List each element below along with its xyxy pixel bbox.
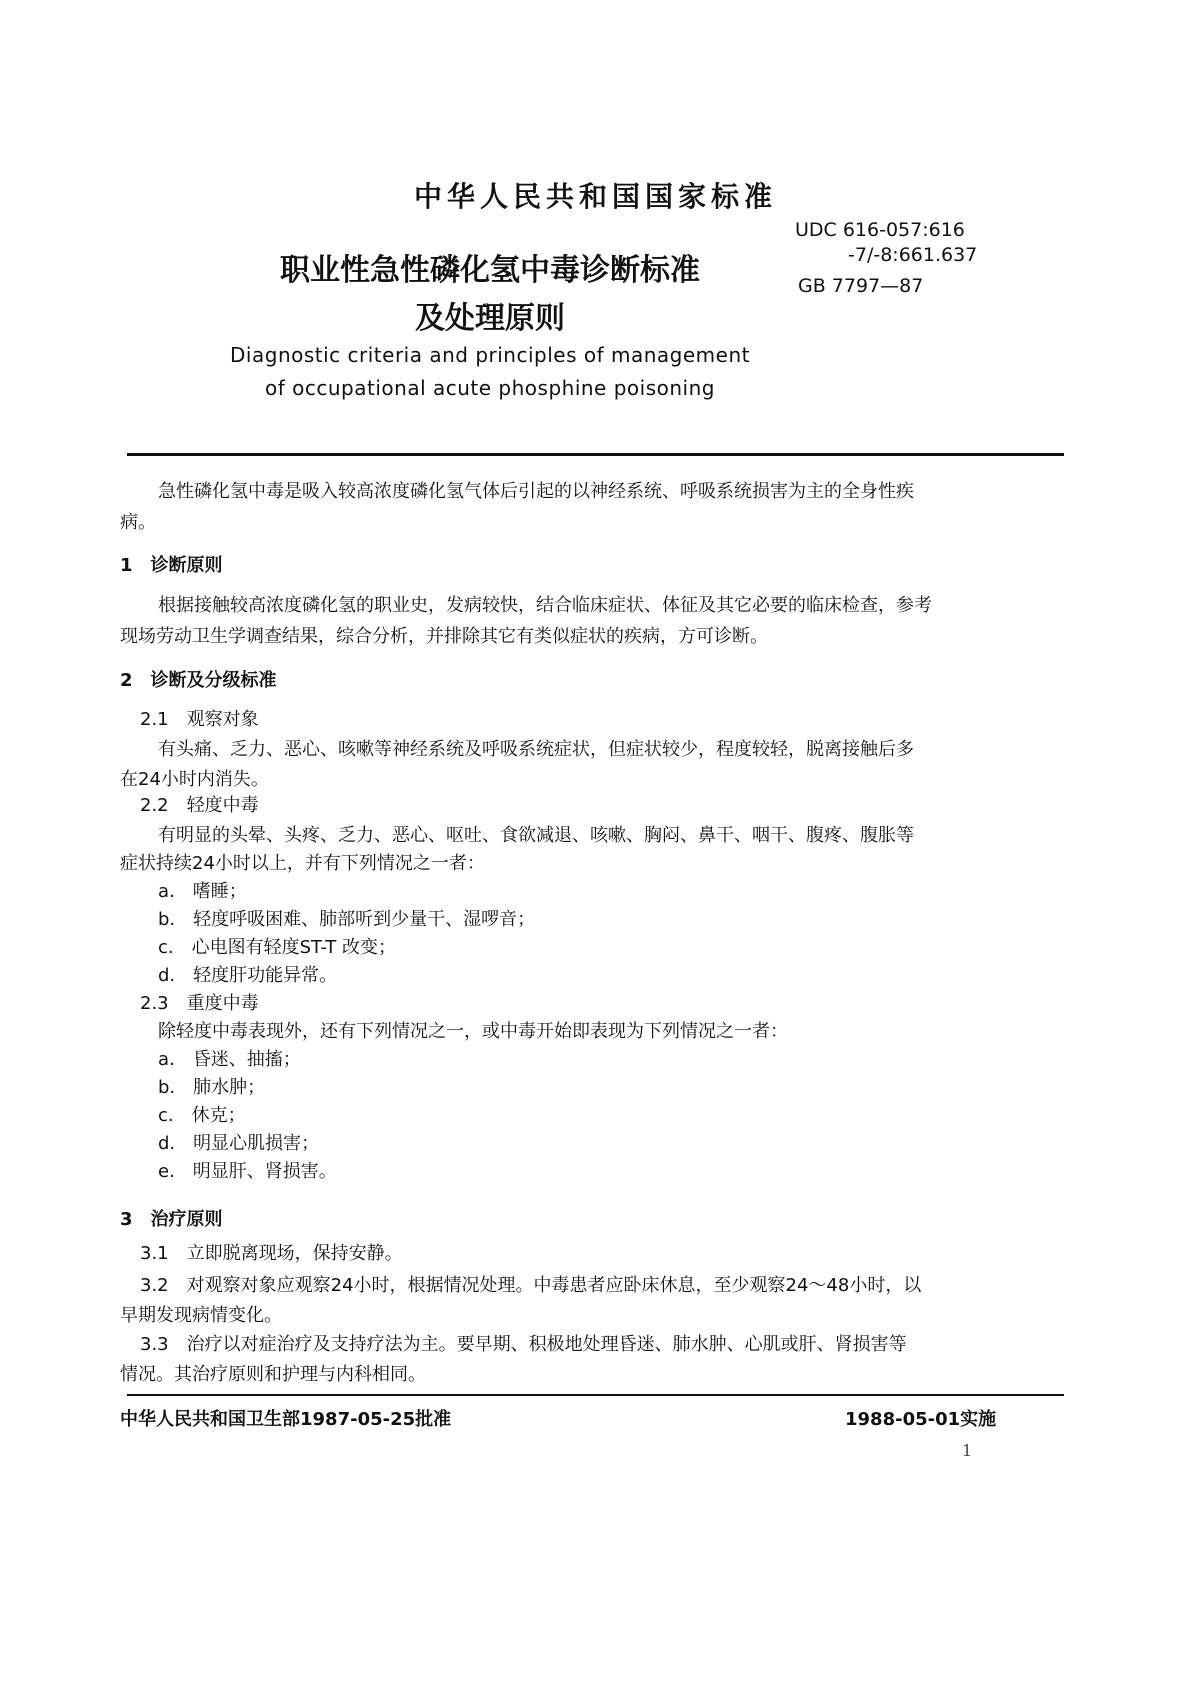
- english-title-line1: Diagnostic criteria and principles of management: [230, 343, 750, 367]
- list-item: e. 明显肝、肾损害。: [158, 1161, 337, 1182]
- list-item: d. 明显心肌损害；: [158, 1133, 320, 1154]
- section3-3-line2: 情况。其治疗原则和护理与内科相同。: [120, 1364, 426, 1385]
- section3-heading: 3 治疗原则: [120, 1209, 223, 1230]
- section3-2-line2: 早期发现病情变化。: [120, 1305, 282, 1326]
- section1-line1: 根据接触较高浓度磷化氢的职业史，发病较快，结合临床症状、体征及其它必要的临床检查，参考: [158, 595, 932, 616]
- list-item: a. 昏迷、抽搐；: [158, 1049, 301, 1070]
- list-item: b. 轻度呼吸困难、肺部听到少量干、湿啰音；: [158, 909, 536, 930]
- document-title-line1: 职业性急性磷化氢中毒诊断标准: [280, 253, 700, 288]
- approval-date: 中华人民共和国卫生部1987-05-25批准: [120, 1409, 452, 1430]
- section3-3-line1: 3.3 治疗以对症治疗及支持疗法为主。要早期、积极地处理昏迷、肺水肿、心肌或肝、肾损害等: [140, 1334, 907, 1355]
- document-title-line2: 及处理原则: [415, 301, 565, 336]
- section2-1-heading: 2.1 观察对象: [140, 709, 259, 730]
- section2-2-heading: 2.2 轻度中毒: [140, 795, 259, 816]
- national-standard-heading: 中华人民共和国国家标准: [413, 180, 777, 213]
- list-item: d. 轻度肝功能异常。: [158, 965, 338, 986]
- list-item: b. 肺水肿；: [158, 1077, 266, 1098]
- english-title-line2: of occupational acute phosphine poisoning: [265, 376, 715, 400]
- section3-2-line1: 3.2 对观察对象应观察24小时，根据情况处理。中毒患者应卧床休息，至少观察24～48小时，以: [140, 1275, 922, 1296]
- section2-1-line1: 有头痛、乏力、恶心、咳嗽等神经系统及呼吸系统症状，但症状较少，程度较轻，脱离接触后多: [158, 739, 914, 760]
- list-item: c. 休克；: [158, 1105, 246, 1126]
- section2-1-line2: 在24小时内消失。: [120, 769, 269, 790]
- effective-date: 1988-05-01实施: [845, 1409, 997, 1430]
- header-divider: [127, 453, 1064, 456]
- section2-3-line1: 除轻度中毒表现外，还有下列情况之一，或中毒开始即表现为下列情况之一者：: [158, 1021, 788, 1042]
- section2-2-line2: 症状持续24小时以上，并有下列情况之一者：: [120, 853, 485, 874]
- udc-code-line1: UDC 616-057:616: [795, 219, 965, 241]
- page-number: 1: [962, 1441, 973, 1460]
- section2-heading: 2 诊断及分级标准: [120, 670, 277, 691]
- footer-divider: [127, 1394, 1064, 1396]
- intro-line2: 病。: [120, 512, 156, 533]
- section2-3-heading: 2.3 重度中毒: [140, 993, 259, 1014]
- section1-heading: 1 诊断原则: [120, 555, 223, 576]
- udc-code-line2: -7/-8:661.637: [848, 244, 978, 266]
- list-item: c. 心电图有轻度ST-T 改变；: [158, 937, 396, 958]
- gb-code: GB 7797—87: [798, 275, 924, 297]
- intro-line1: 急性磷化氢中毒是吸入较高浓度磷化氢气体后引起的以神经系统、呼吸系统损害为主的全身性疾: [158, 481, 914, 502]
- section3-1: 3.1 立即脱离现场，保持安静。: [140, 1243, 403, 1264]
- list-item: a. 嗜睡；: [158, 881, 247, 902]
- section2-2-line1: 有明显的头晕、头疼、乏力、恶心、呕吐、食欲减退、咳嗽、胸闷、鼻干、咽干、腹疼、腹胀等: [158, 825, 914, 846]
- section1-line2: 现场劳动卫生学调查结果，综合分析，并排除其它有类似症状的疾病，方可诊断。: [120, 626, 768, 647]
